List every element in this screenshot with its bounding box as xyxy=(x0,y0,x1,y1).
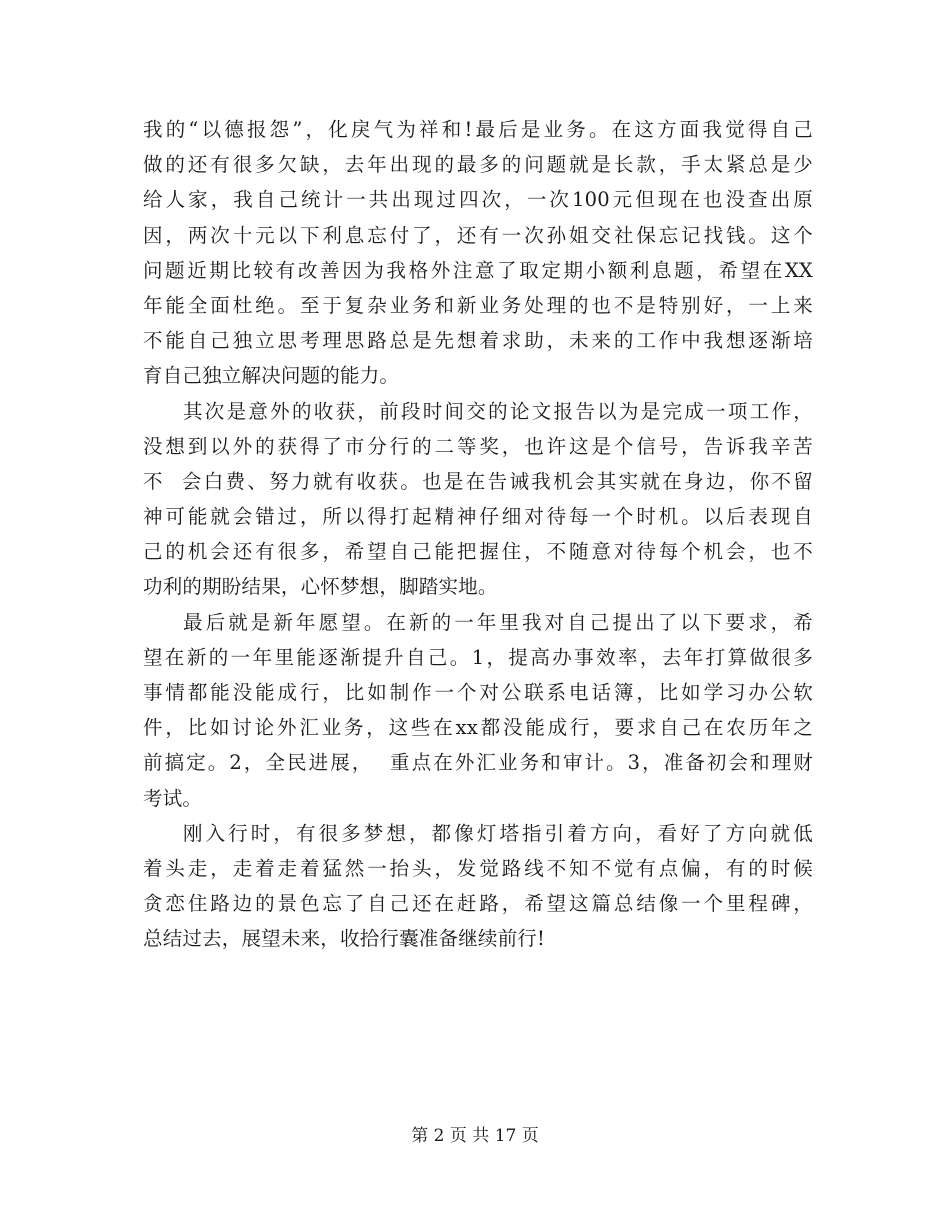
paragraph-3-line-6: 考试。 xyxy=(143,786,203,810)
paragraph-1-line-6: 年能全面杜绝。至于复杂业务和新业务处理的也不是特别好，一上来 xyxy=(143,293,813,317)
paragraph-2-line-4: 神可能就会错过，所以得打起精神仔细对待每一个时机。以后表现自 xyxy=(143,505,813,529)
document-body xyxy=(143,112,813,957)
paragraph-2-line-1: 其次是意外的收获，前段时间交的论文报告以为是完成一项工作， xyxy=(183,399,813,423)
paragraph-2-line-6: 功利的期盼结果，心怀梦想，脚踏实地。 xyxy=(143,575,498,599)
paragraph-2-line-5: 己的机会还有很多，希望自己能把握住，不随意对待每个机会，也不 xyxy=(143,540,813,564)
paragraph-1-line-5: 问题近期比较有改善因为我格外注意了取定期小额利息题，希望在XX xyxy=(143,258,813,282)
paragraph-2-line-3: 不 会白费、努力就有收获。也是在告诫我机会其实就在身边，你不留 xyxy=(143,469,813,493)
paragraph-4-line-4: 总结过去，展望未来，收拾行囊准备继续前行! xyxy=(143,927,546,951)
paragraph-4-line-2: 着头走，走着走着猛然一抬头，发觉路线不知不觉有点偏，有的时候 xyxy=(143,856,813,880)
paragraph-1-line-8: 育自己独立解决问题的能力。 xyxy=(143,364,400,388)
paragraph-2-line-2: 没想到以外的获得了市分行的二等奖，也许这是个信号，告诉我辛苦 xyxy=(143,434,813,458)
paragraph-3-line-5: 前搞定。2，全民进展， 重点在外汇业务和审计。3，准备初会和理财 xyxy=(143,751,813,775)
paragraph-3-line-3: 事情都能没能成行，比如制作一个对公联系电话簿，比如学习办公软 xyxy=(143,681,813,704)
paragraph-3-line-1: 最后就是新年愿望。在新的一年里我对自己提出了以下要求，希 xyxy=(183,610,813,634)
paragraph-4-line-3: 贪恋住路边的景色忘了自己还在赶路，希望这篇总结像一个里程碑， xyxy=(143,892,813,916)
paragraph-1-line-3: 给人家，我自己统计一共出现过四次，一次100元但现在也没查出原 xyxy=(143,188,813,212)
paragraph-1-line-7: 不能自己独立思考理思路总是先想着求助，未来的工作中我想逐渐培 xyxy=(143,329,813,353)
paragraph-1-line-2: 做的还有很多欠缺，去年出现的最多的问题就是长款，手太紧总是少 xyxy=(143,153,813,177)
paragraph-1-line-4: 因，两次十元以下利息忘付了，还有一次孙姐交社保忘记找钱。这个 xyxy=(143,223,813,247)
page-number-footer: 第 2 页 共 17 页 xyxy=(411,1126,539,1146)
paragraph-3-line-4: 件，比如讨论外汇业务，这些在xx都没能成行，要求自己在农历年之 xyxy=(143,716,813,740)
paragraph-1-line-1: 我的“以德报怨”，化戾气为祥和!最后是业务。在这方面我觉得自己 xyxy=(143,118,813,141)
paragraph-4-line-1: 刚入行时，有很多梦想，都像灯塔指引着方向，看好了方向就低 xyxy=(183,821,813,845)
paragraph-3-line-2: 望在新的一年里能逐渐提升自己。1，提高办事效率，去年打算做很多 xyxy=(143,645,813,669)
